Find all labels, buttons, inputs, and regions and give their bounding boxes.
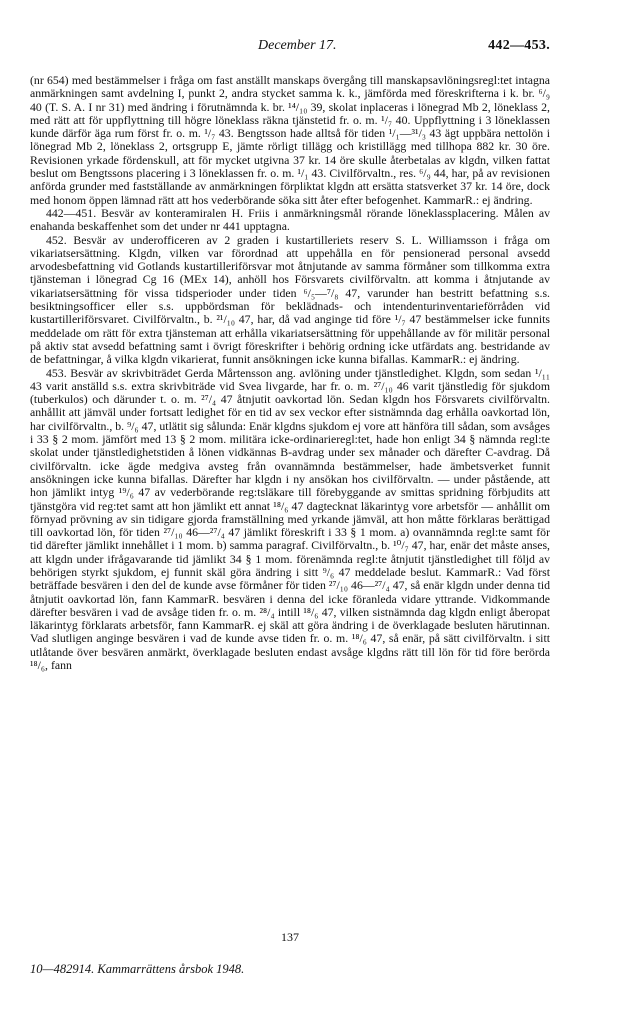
page-number: 137	[281, 930, 299, 944]
paragraph-case-441-continued: (nr 654) med bestämmelser i fråga om fast anställt manskaps övergång till manskapsavlöningsregl:tet intagna anmärkningen samt avdelning I, punkt 2, andra stycket samma k. k., jämförda med föreskrifterna i k. br. ⁶/₉ 40 (T. S. A. I nr 31) med ändring i förutnämnda k. br. ¹⁴/₁₀ 39, skolat inplaceras i lönegrad Mb 2, löneklass 2, med rätt att för uppflyttning till högre löneklass räkna tjänstetid fr. o. m. ¹/₇ 40. Uppflyttning i 3 löneklassen kunde därför äga rum först fr. o. m. ¹/₇ 43. Bengtsson hade alltså för tiden ¹/₁—³¹/₃ 43 ägt uppbära nettolön i lönegrad Mb 2, löneklass 2, ortsgrupp E, jämte rörligt tillägg och kristillägg med tillhopa 882 kr. 30 öre. Revisionen yrkade fördenskull, att för mycket utgivna 37 kr. 14 öre skulle återbetalas av klgdn, vilken fattat beslut om Bengtssons placering i 3 löneklassen fr. o. m. ¹/₁ 43. Civilförvaltn., res. ⁶/₉ 44, har, på av revisionen anförda grunder med fastställande av anmärkningen förpliktat klgdn att ersätta statsverket 37 kr. 14 öre, dock med honom öppen lämnad rätt att hos vederbörande söka sitt åter efter befogenhet. KammarR.: ej ändring.	[30, 73, 550, 207]
paragraph-case-442-451: 442—451. Besvär av konteramiralen H. Friis i anmärkningsmål rörande löneklassplacering. Målen av enahanda beskaffenhet som det under nr 441 upptagna.	[30, 205, 550, 234]
header-date: December 17.	[258, 38, 337, 53]
paragraph-case-452: 452. Besvär av underofficeren av 2 graden i kustartilleriets reserv S. L. Williamsson i fråga om vikariatsersättning. Klgdn, vilken var förordnad att uppehålla en för pensionerad personal avsedd arvodesbefattning vid Gotlands kustartilleriförsvar mot åtnjutande av samma förmåner som tillkomma extra tjänsteman i lönegrad Cg 16 (MEx 14), anhöll hos Försvarets civilförvaltn. att komma i åtnjutande av vikariatsersättning för vissa tidsperioder under tiden ⁶/₅—⁷/₈ 47, varunder han bestritt befattning s.s. besiktningsofficer eller s.s. uppbördsman för beklädnads- och intendenturinventarieförråden vid kustartilleriförsvaret. Civilförvaltn., b. ²¹/₁₀ 47, har, då vad anginge tid före ¹/₇ 47 bestämmelser icke funnits meddelade om rätt för extra tjänsteman att erhålla vikariatsersättning för uppehållande av för militär personal på aktiv stat avsedd befattning samt i övrigt föreskrifter i behörig ordning icke utfärdats ang. bestridande av de befattningar, å vilka klgdn vikarierat, funnit ansökningen icke kunna bifallas. KammarR.: ej ändring.	[30, 232, 550, 367]
footer-print-info: 10—482914. Kammarrättens årsbok 1948.	[30, 962, 245, 976]
header-case-range: 442—453.	[488, 38, 550, 53]
paragraph-case-453: 453. Besvär av skrivbiträdet Gerda Mårtensson ang. avlöning under tjänstledighet. Klgdn, som sedan ¹/₁₁ 43 varit anställd s.s. extra skrivbiträde vid Svea livgarde, har fr. o. m. ²⁷/₁₀ 46 varit tjänstledig för sjukdom (tuberkulos) och därunder t. o. m. ²⁷/₄ 47 åtnjutit oavkortad lön. Sedan klgdn hos Försvarets civilförvaltn. anhållit att jämväl under fortsatt ledighet för en tid av sex veckor efter sistnämnda dag erhålla oavkortad lön, har civilförvaltn., b. ⁹/₆ 47, utlätit sig sålunda: Enär klgdns sjukdom ej vore att hänföra till sådan, som avsåges i 33 § 2 mom. jämfört med 13 § 2 mom. militära icke-ordinarieregl:tet, hade hon enligt 34 § nämnda regl:te skolat under tjänstledighetstiden å lönen vidkännas B-avdrag under sex månader och därefter C-avdrag. Då civilförvaltn. icke ägde medgiva avsteg från ovannämnda bestämmelser, hade ämbetsverket funnit ansökningen icke kunna bifallas. Därefter har klgdn i ny ansökan hos civilförvaltn. — under påstående, att hon jämlikt intyg ¹⁹/₆ 47 av vederbörande reg:tsläkare till förebyggande av smittas spridning förbjudits att tjänstgöra vid reg:tet samt att hon jämlikt ett annat ¹⁸/₆ 47 dagtecknat läkarintyg vore arbetsför — anhållit om förnyad prövning av sin tidigare gjorda framställning med yrkande jämväl, att hon måtte förklaras berättigad till oavkortad lön, för tiden ²⁷/₁₀ 46—²⁷/₄ 47 jämlikt föreskrift i 33 § 1 mom. a) ovannämnda regl:te samt för tid därefter jämlikt innehållet i 1 mom. b) samma paragraf. Civilförvaltn., b. ¹⁰/₇ 47, har, enär det måste anses, att klgdn under ifrågavarande tid jämlikt 34 § 1 mom. förenämnda regl:te åtnjutit tjänstledighet till följd av behörigen styrkt sjukdom, ej funnit skäl göra ändring i sitt ⁹/₆ 47 meddelade beslut. KammarR.: Vad först beträffade besvären i den del de kunde avse förmåner för tiden ²⁷/₁₀ 46—²⁷/₄ 47, så enär klgdn under denna tid åtnjutit oavkortad lön, fann KammarR. besvären i denna del icke föranleda vidare yttrande. Vidkommande därefter besvären i vad de avsåge tiden fr. o. m. ²⁸/₄ intill ¹⁸/₆ 47, vilken sistnämnda dag klgdn enligt åberopat läkarintyg förklarats arbetsför, fann KammarR. ej skäl att göra ändring i de överklagade besluten härutinnan. Vad slutligen anginge besvären i vad de kunde avse tiden fr. o. m. ¹⁸/₆ 47, så enär, på sätt civilförvaltn. i sitt utlåtande över besvären anmärkt, överklagade besluten endast avsåge klgdns rätt till lön för tid före berörda ¹⁸/₆, fann	[30, 365, 550, 673]
body-text	[30, 74, 550, 672]
running-header	[30, 38, 550, 58]
